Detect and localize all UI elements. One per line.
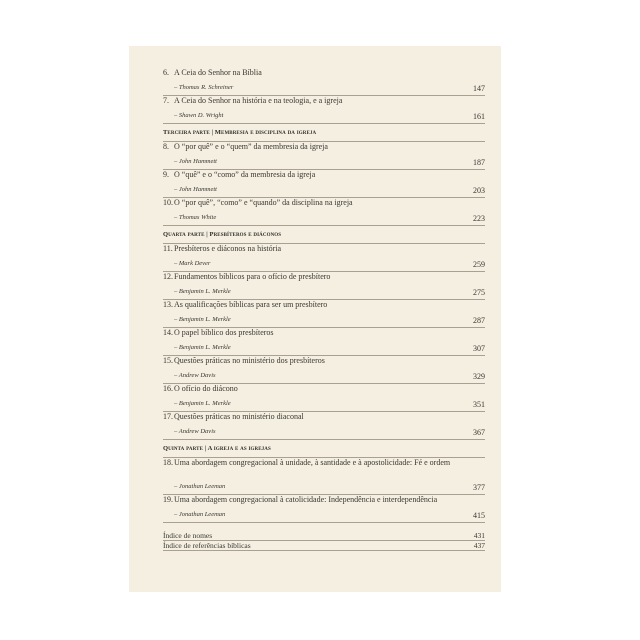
chapter-number: 15. (163, 356, 173, 365)
chapter-title: O “por quê”, “como” e “quando” da disciplina na igreja (174, 198, 353, 207)
toc-entry (163, 142, 485, 170)
index-entry (163, 531, 485, 541)
chapter-author: – John Hammett (174, 158, 217, 165)
chapter-author: – Jonathan Leeman (174, 511, 226, 518)
chapter-author: – Benjamin L. Merkle (174, 288, 231, 295)
page-number: 329 (473, 372, 485, 381)
chapter-title: Questões práticas no ministério dos presbíteros (174, 356, 325, 365)
page-number: 259 (473, 260, 485, 269)
page-number: 351 (473, 400, 485, 409)
page-number: 307 (473, 344, 485, 353)
chapter-title: Questões práticas no ministério diaconal (174, 412, 304, 421)
chapter-number: 9. (163, 170, 169, 179)
chapter-number: 18. (163, 458, 173, 467)
page-number: 223 (473, 214, 485, 223)
chapter-number: 11. (163, 244, 173, 253)
chapter-number: 6. (163, 68, 169, 77)
chapter-title: O “quê” e o “como” da membresia da igreja (174, 170, 316, 179)
toc-entry (163, 356, 485, 384)
page-number: 287 (473, 316, 485, 325)
toc-entry (163, 328, 485, 356)
toc-entry (163, 412, 485, 440)
toc-entry (163, 170, 485, 198)
chapter-author: – Shawn D. Wright (174, 112, 224, 119)
chapter-author: – Thomas White (174, 214, 217, 221)
chapter-number: 10. (163, 198, 173, 207)
index-entry (163, 541, 485, 551)
toc-entry (163, 198, 485, 226)
chapter-title: Fundamentos bíblicos para o ofício de presbítero (174, 272, 331, 281)
page-number: 367 (473, 428, 485, 437)
page-number: 147 (473, 84, 485, 93)
part-heading: Quarta parte | Presbíteros e diáconos (163, 226, 485, 244)
chapter-title: O papel bíblico dos presbíteros (174, 328, 274, 337)
chapter-author: – Andrew Davis (174, 372, 216, 379)
toc-entry (163, 495, 485, 523)
chapter-title: Uma abordagem congregacional à unidade, à santidade e à apostolicidade: Fé e ordem (174, 458, 451, 467)
page-number: 431 (473, 531, 485, 540)
chapter-title: O ofício do diácono (174, 384, 238, 393)
page-number: 275 (473, 288, 485, 297)
toc-entry (163, 272, 485, 300)
divider (163, 522, 485, 523)
toc-entry (163, 96, 485, 124)
toc-entry (163, 244, 485, 272)
chapter-title: Uma abordagem congregacional à catolicidade: Independência e interdependência (174, 495, 438, 504)
page-number: 377 (473, 483, 485, 492)
page-number: 437 (473, 541, 485, 550)
index-label: Índice de referências bíblicas (163, 541, 251, 550)
chapter-author: – Benjamin L. Merkle (174, 316, 231, 323)
chapter-title: A Ceia do Senhor na história e na teologia, e a igreja (174, 96, 343, 105)
chapter-author: – Jonathan Leeman (174, 483, 226, 490)
page-number: 161 (473, 112, 485, 121)
chapter-title: Presbíteros e diáconos na história (174, 244, 282, 253)
table-of-contents (163, 68, 485, 551)
chapter-number: 13. (163, 300, 173, 309)
toc-entry (163, 300, 485, 328)
chapter-title: O “por quê” e o “quem” da membresia da igreja (174, 142, 328, 151)
chapter-author: – Mark Dever (174, 260, 211, 267)
index-label: Índice de nomes (163, 531, 213, 540)
book-page (129, 46, 501, 592)
chapter-author: – Benjamin L. Merkle (174, 400, 231, 407)
page-number: 415 (473, 511, 485, 520)
page-number: 203 (473, 186, 485, 195)
chapter-author: – Benjamin L. Merkle (174, 344, 231, 351)
chapter-number: 19. (163, 495, 173, 504)
chapter-number: 7. (163, 96, 169, 105)
chapter-author: – Andrew Davis (174, 428, 216, 435)
chapter-title: A Ceia do Senhor na Bíblia (174, 68, 262, 77)
chapter-number: 14. (163, 328, 173, 337)
chapter-number: 8. (163, 142, 169, 151)
toc-entry (163, 68, 485, 96)
chapter-number: 12. (163, 272, 173, 281)
chapter-author: – Thomas R. Schreiner (174, 84, 234, 91)
chapter-number: 16. (163, 384, 173, 393)
part-heading: Quinta parte | A igreja e as igrejas (163, 440, 485, 458)
page-number: 187 (473, 158, 485, 167)
toc-entry (163, 384, 485, 412)
part-heading: Terceira parte | Membresia e disciplina da igreja (163, 124, 485, 142)
chapter-author: – John Hammett (174, 186, 217, 193)
divider (163, 550, 485, 551)
chapter-number: 17. (163, 412, 173, 421)
chapter-title: As qualificações bíblicas para ser um presbítero (174, 300, 328, 309)
toc-entry (163, 458, 485, 495)
